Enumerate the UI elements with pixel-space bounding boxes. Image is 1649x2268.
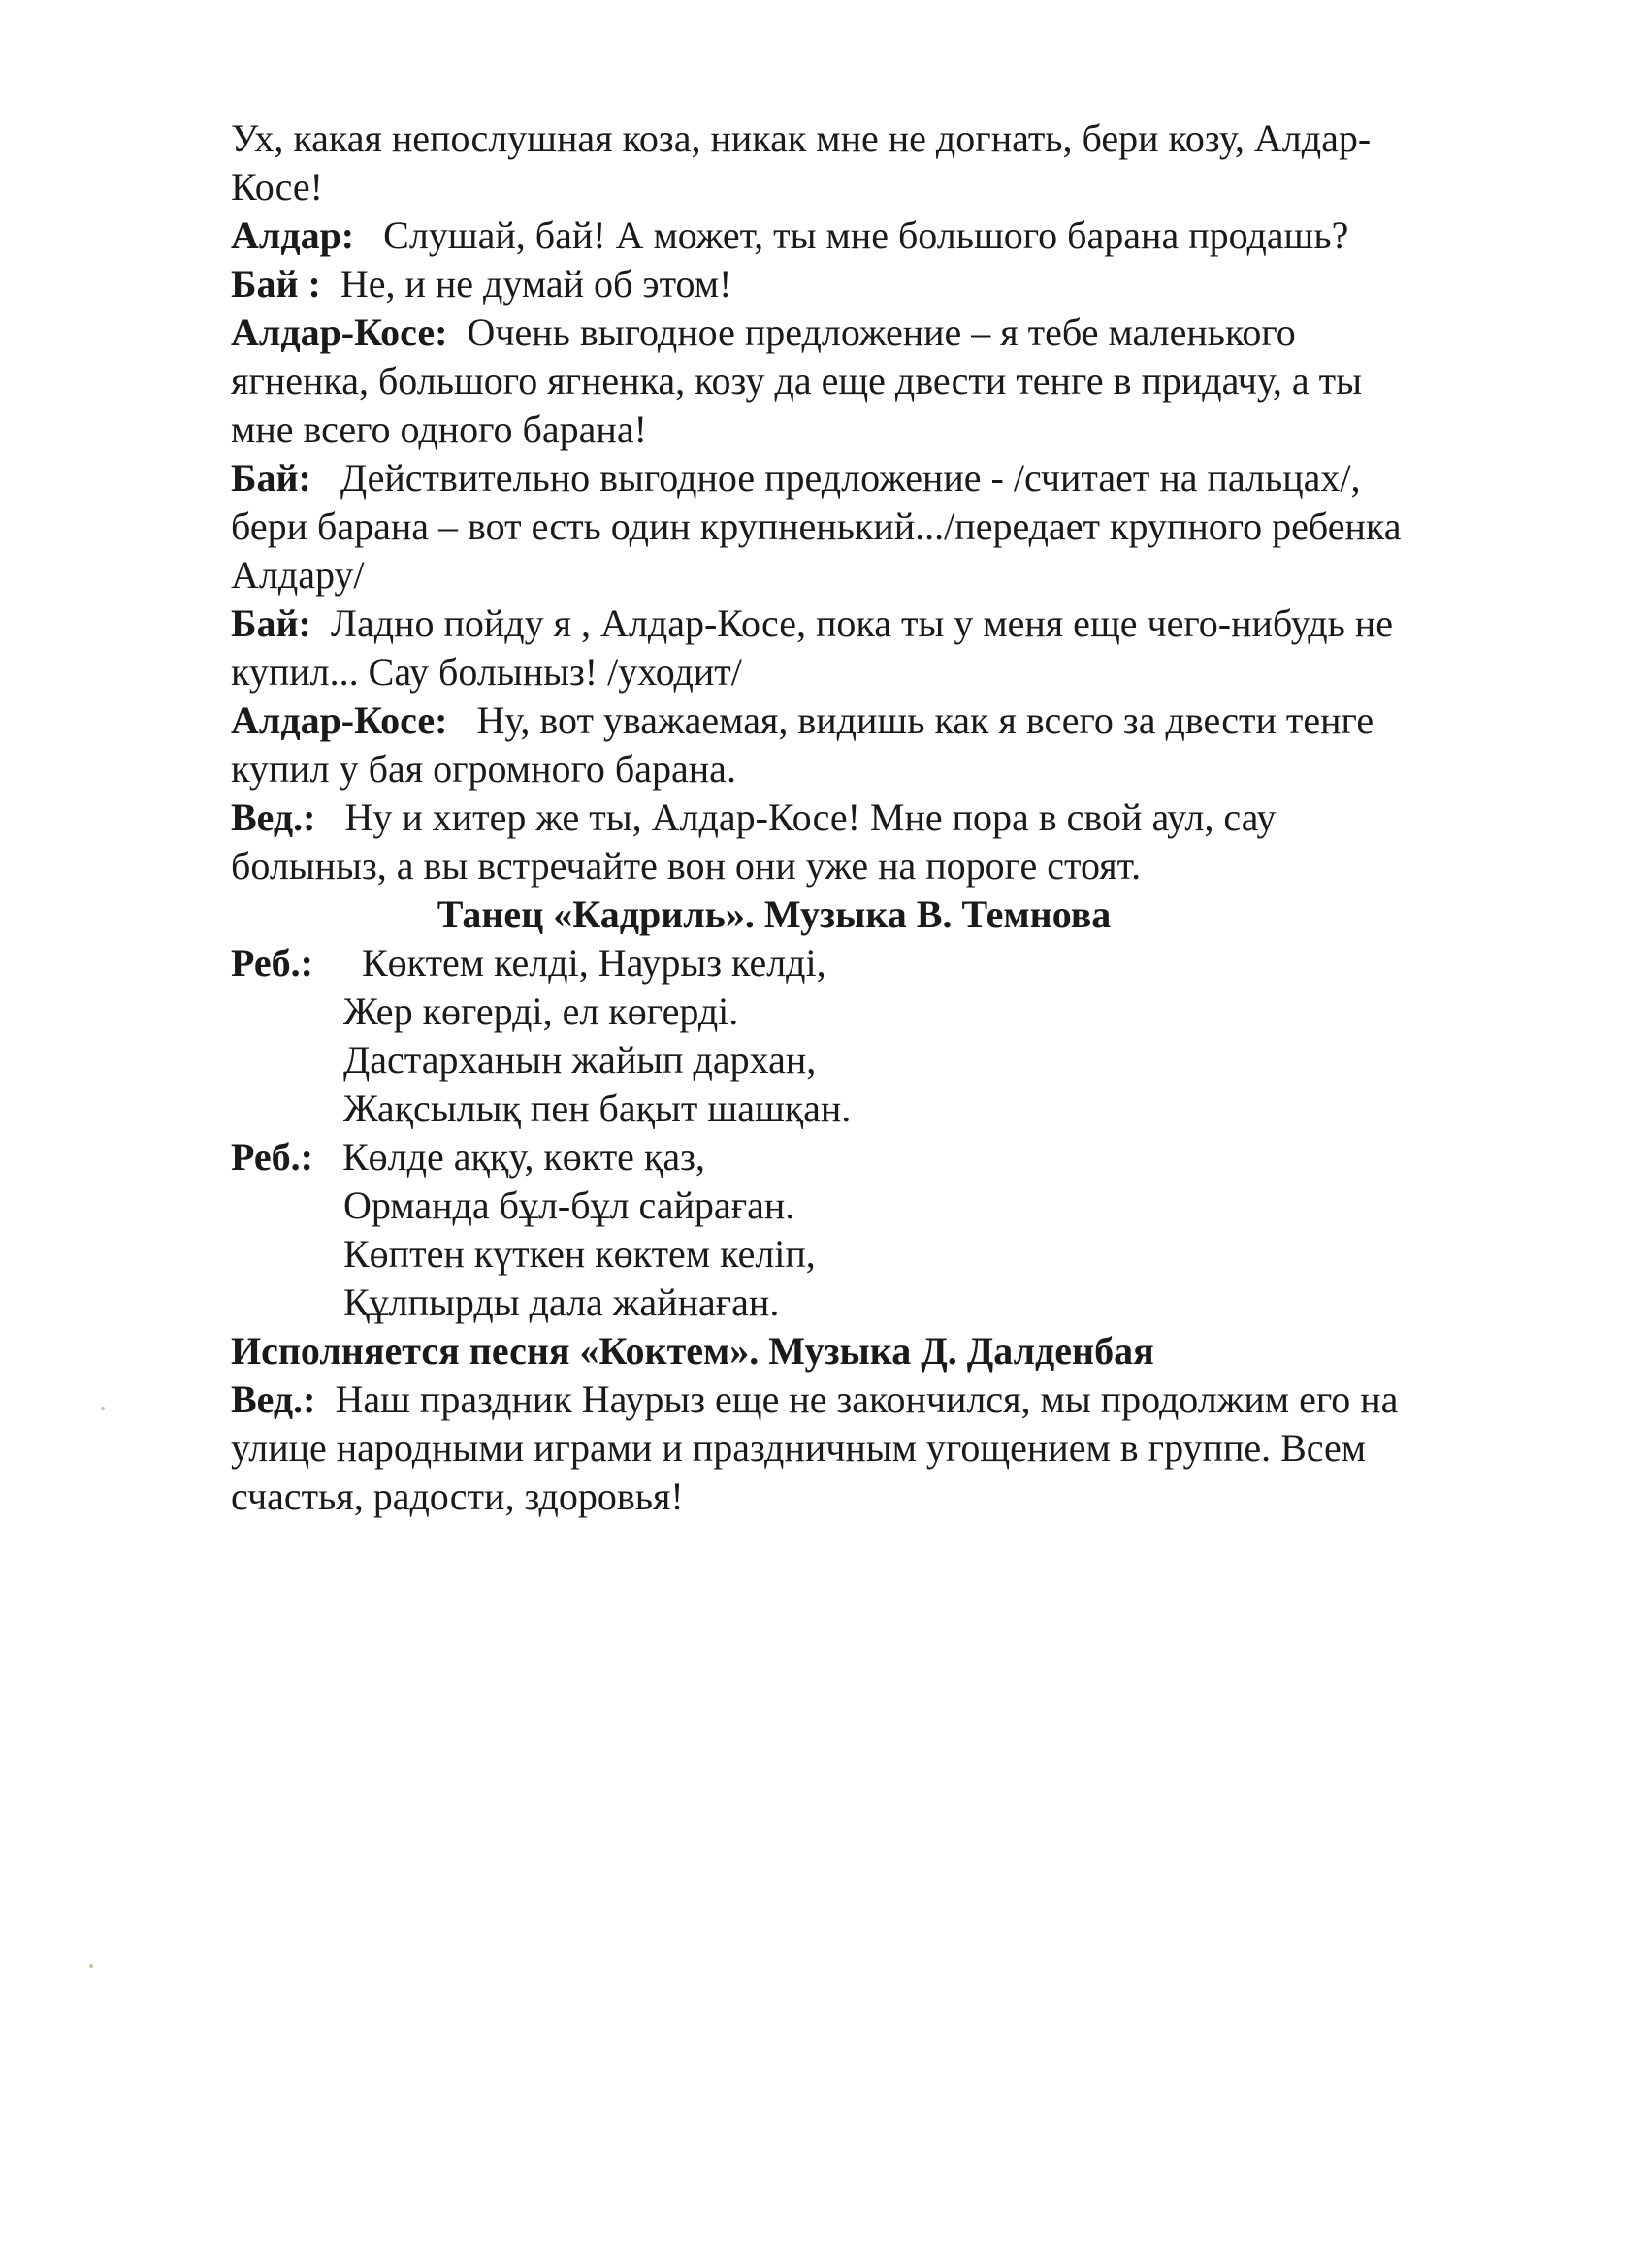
speaker-label: Реб.: (231, 941, 313, 985)
verse-line: Көптен күткен көктем келіп, (343, 1232, 816, 1276)
text-line: Косе! (231, 165, 323, 209)
dialogue-line (231, 308, 1569, 357)
speech-text: Действительно выгодное предложение - /считает на пальцах/, (340, 456, 1361, 500)
speech-text: Ладно пойду я , Алдар-Косе, пока ты у меня еще чего-нибудь не (330, 601, 1393, 645)
song-heading: Исполняется песня «Коктем». Музыка Д. Далденбая (231, 1329, 1154, 1373)
verse-line: Орманда бұл-бұл сайраған. (343, 1183, 795, 1227)
speech-text: Не, и не думай об этом! (340, 262, 732, 306)
text-line: мне всего одного барана! (231, 407, 647, 451)
dialogue-line (231, 697, 1569, 745)
speech-text: Слушай, бай! А может, ты мне большого барана продашь? (383, 213, 1349, 257)
speaker-label: Бай : (231, 262, 321, 306)
text-line: купил... Сау болыныз! /уходит/ (231, 650, 742, 694)
scan-speck (101, 1407, 105, 1410)
verse-first-line (231, 1133, 1569, 1182)
dialogue-line (231, 599, 1569, 648)
speaker-label: Реб.: (231, 1135, 313, 1179)
text-line: ягненка, большого ягненка, козу да еще двести тенге в придачу, а ты (231, 359, 1363, 403)
dialogue-line (231, 260, 1569, 308)
verse-line: Дастарханын жайып дархан, (343, 1038, 817, 1082)
dialogue-line (231, 1376, 1569, 1424)
speech-text: Ну, вот уважаемая, видишь как я всего за двести тенге (476, 698, 1374, 742)
verse-text: Көктем келді, Наурыз келді, (361, 941, 826, 985)
dialogue-line (231, 211, 1569, 260)
verse-text: Көлде аққу, көкте қаз, (341, 1135, 705, 1179)
speaker-label: Алдар-Косе: (231, 698, 448, 742)
speaker-label: Вед.: (231, 795, 316, 839)
speaker-label: Алдар-Косе: (231, 310, 448, 354)
text-line: счастья, радости, здоровья! (231, 1474, 684, 1518)
dance-heading: Танец «Кадриль». Музыка В. Темнова (436, 892, 1112, 936)
verse-line: Құлпырды дала жайнаған. (343, 1280, 780, 1324)
text-line: улице народными играми и праздничным угощением в группе. Всем (231, 1426, 1367, 1470)
text-line: Ух, какая непослушная коза, никак мне не догнать, бери козу, Алдар- (231, 116, 1372, 160)
text-line: бери барана – вот есть один крупненький.../передает крупного ребенка (231, 504, 1402, 548)
text-line: болыныз, а вы встречайте вон они уже на пороге стоят. (231, 844, 1142, 888)
verse-line: Жақсылық пен бақыт шашқан. (343, 1086, 852, 1130)
verse-first-line (231, 939, 1569, 988)
text-line: купил у бая огромного барана. (231, 747, 736, 791)
text-line: Алдару/ (231, 553, 365, 597)
speaker-label: Бай: (231, 601, 311, 645)
dialogue-line (231, 454, 1569, 502)
speaker-label: Алдар: (231, 213, 355, 257)
speech-text: Очень выгодное предложение – я тебе маленького (467, 310, 1296, 354)
speaker-label: Вед.: (231, 1377, 316, 1421)
speaker-label: Бай: (231, 456, 311, 500)
scan-speck (89, 1964, 93, 1968)
document-body (231, 114, 1569, 1521)
speech-text: Ну и хитер же ты, Алдар-Косе! Мне пора в свой аул, сау (344, 795, 1277, 839)
verse-line: Жер көгерді, ел көгерді. (343, 989, 739, 1033)
dialogue-line (231, 794, 1569, 842)
speech-text: Наш праздник Наурыз еще не закончился, мы продолжим его на (335, 1377, 1399, 1421)
